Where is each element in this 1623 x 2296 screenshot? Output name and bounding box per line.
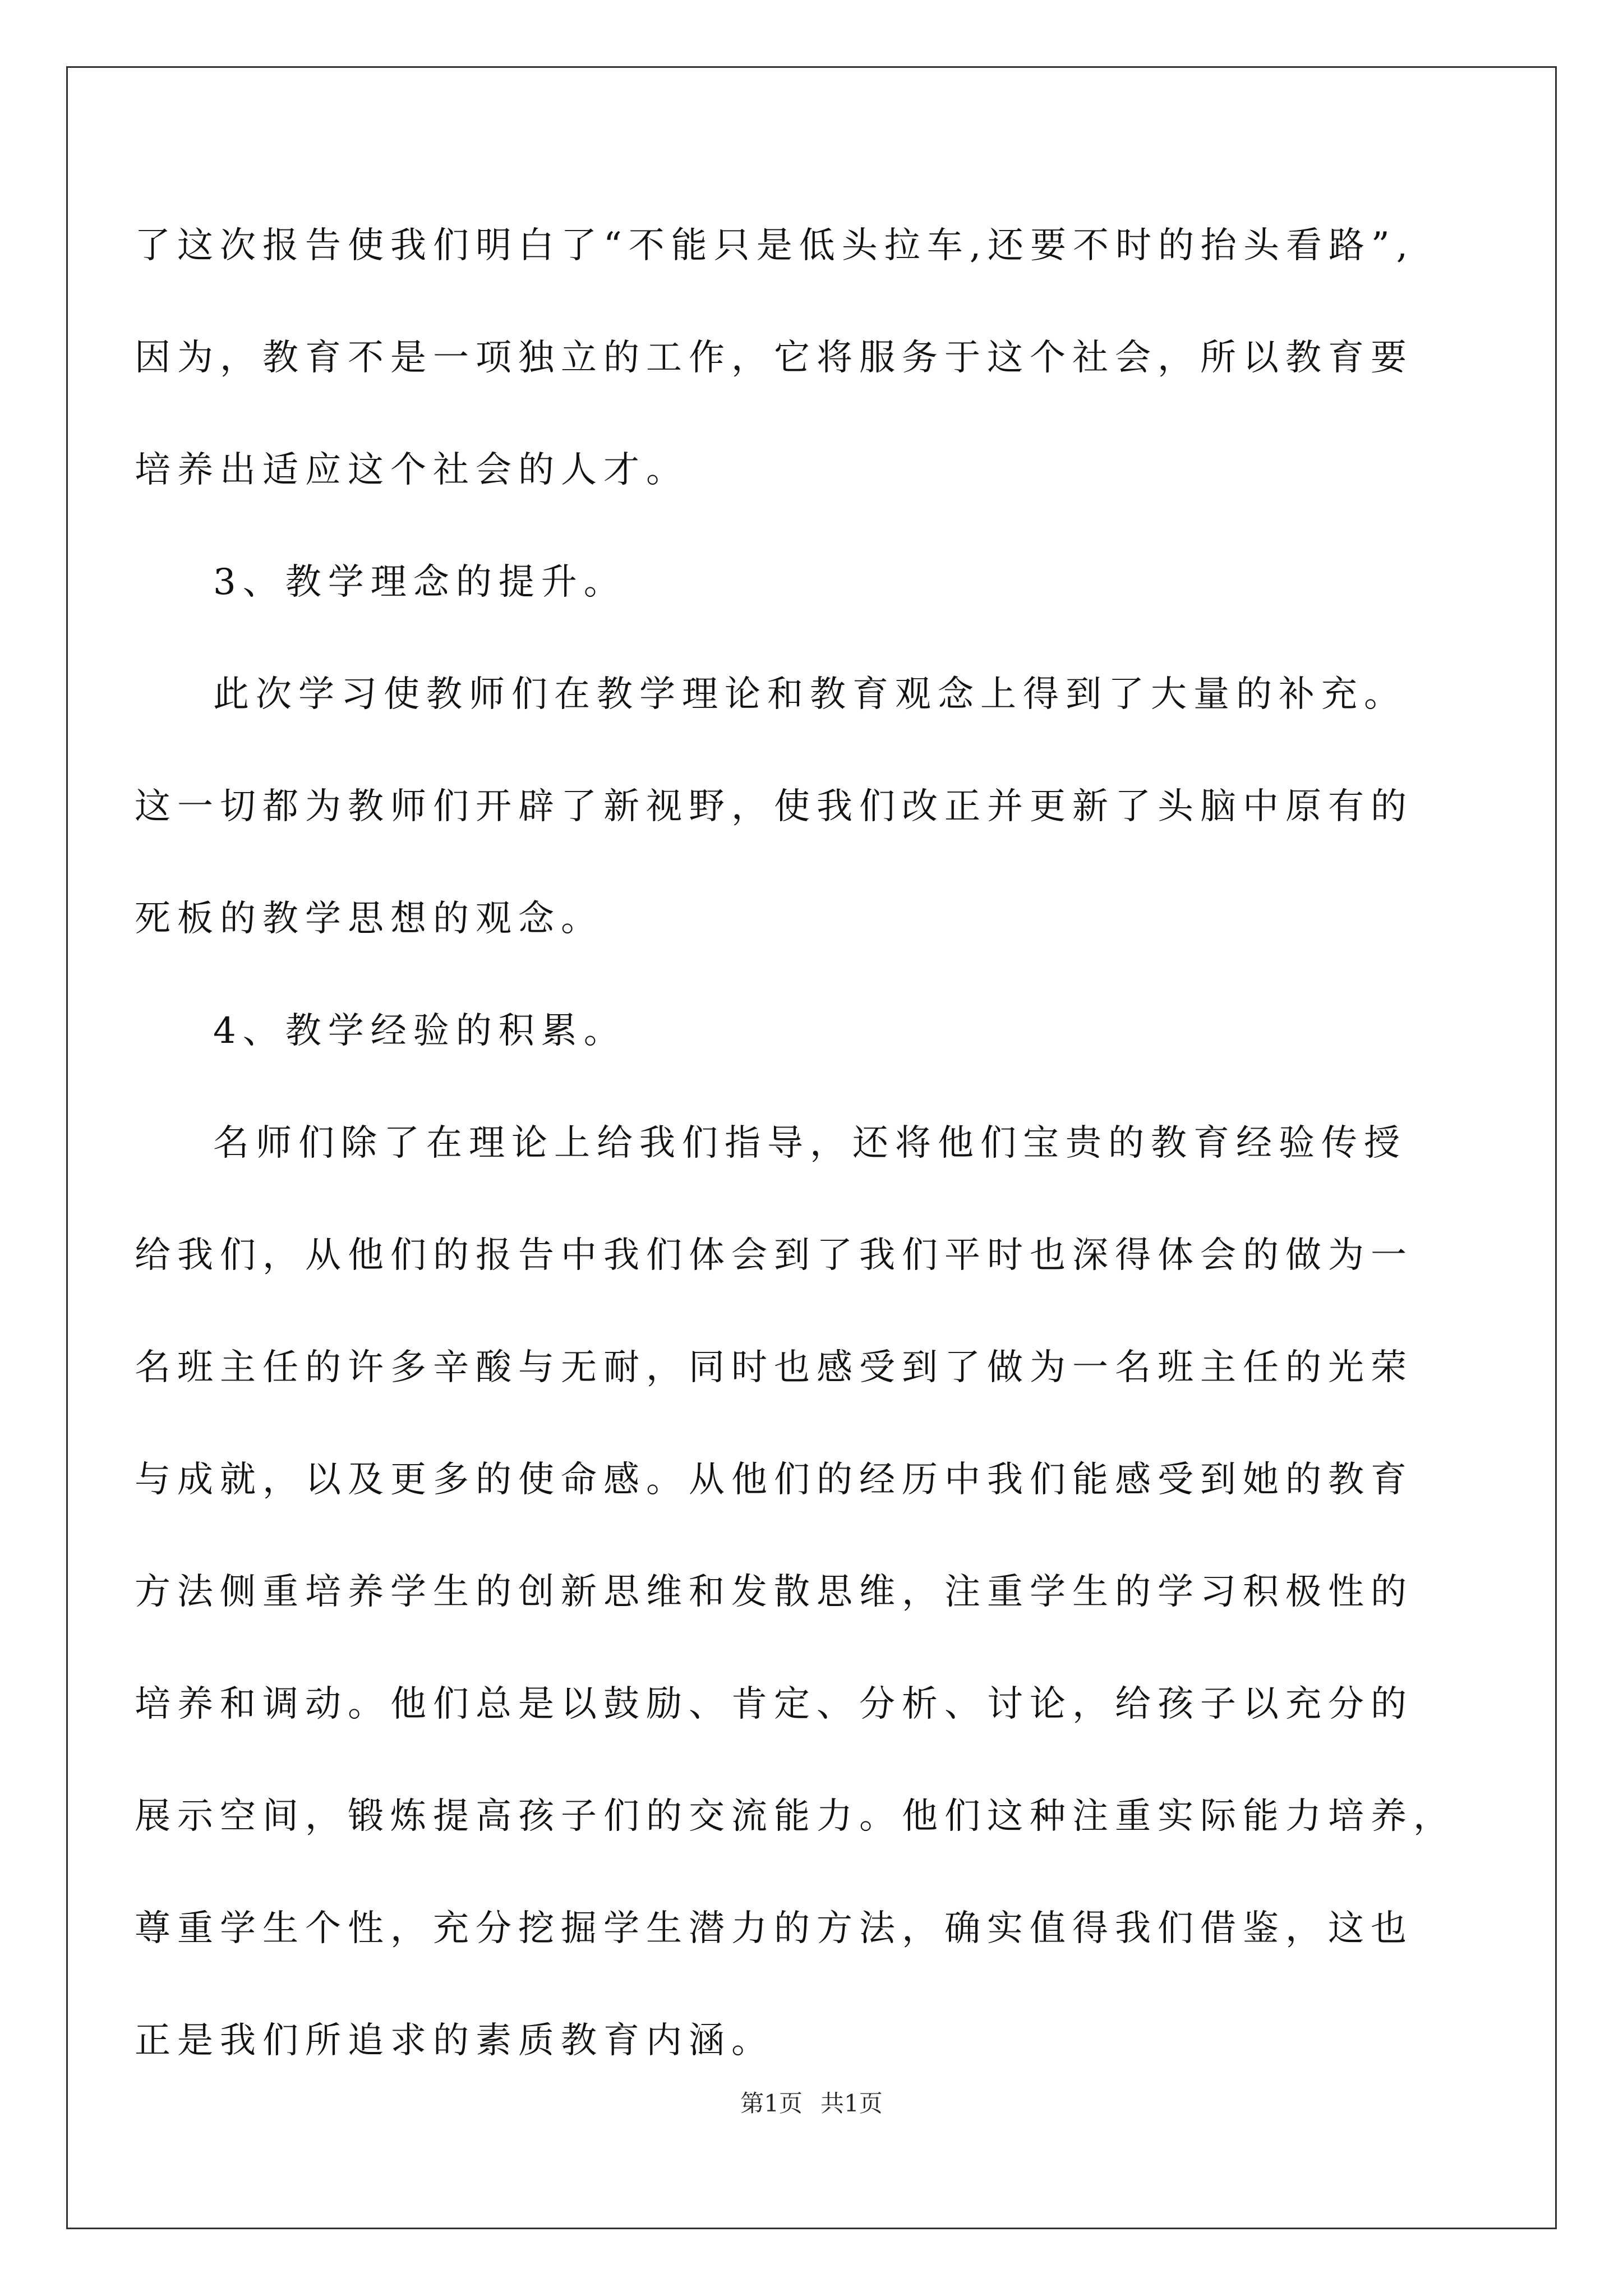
section-heading: 3、教学理念的提升。 (213, 562, 626, 603)
section-heading: 4、教学经验的积累。 (213, 1010, 626, 1052)
paragraph-line: 尊重学生个性，充分挖掘学生潜力的方法，确实值得我们借鉴，这也 (135, 1908, 1413, 1949)
paragraph-line: 正是我们所追求的素质教育内涵。 (135, 2020, 774, 2062)
paragraph-line: 方法侧重培养学生的创新思维和发散思维，注重学生的学习积极性的 (135, 1571, 1413, 1613)
paragraph-line: 培养和调动。他们总是以鼓励、肯定、分析、讨论，给孩子以充分的 (135, 1683, 1413, 1725)
page-number: 第1页 (740, 2090, 803, 2117)
paragraph-line: 死板的教学思想的观念。 (135, 898, 603, 940)
page-total: 共1页 (820, 2090, 883, 2117)
paragraph-line: 此次学习使教师们在教学理论和教育观念上得到了大量的补充。 (213, 674, 1407, 715)
paragraph-line: 这一切都为教师们开辟了新视野，使我们改正并更新了头脑中原有的 (135, 786, 1413, 827)
paragraph-line: 了这次报告使我们明白了“不能只是低头拉车,还要不时的抬头看路”, (135, 225, 1415, 266)
paragraph-line: 展示空间，锻炼提高孩子们的交流能力。他们这种注重实际能力培养， (135, 1796, 1456, 1837)
paragraph-line: 名师们除了在理论上给我们指导，还将他们宝贵的教育经验传授 (213, 1122, 1407, 1164)
paragraph-line: 培养出适应这个社会的人才。 (135, 449, 689, 491)
page-footer (0, 2087, 1623, 2120)
paragraph-line: 因为，教育不是一项独立的工作，它将服务于这个社会，所以教育要 (135, 337, 1413, 379)
paragraph-line: 名班主任的许多辛酸与无耐，同时也感受到了做为一名班主任的光荣 (135, 1347, 1413, 1388)
paragraph-line: 与成就，以及更多的使命感。从他们的经历中我们能感受到她的教育 (135, 1459, 1413, 1501)
paragraph-line: 给我们，从他们的报告中我们体会到了我们平时也深得体会的做为一 (135, 1235, 1413, 1276)
